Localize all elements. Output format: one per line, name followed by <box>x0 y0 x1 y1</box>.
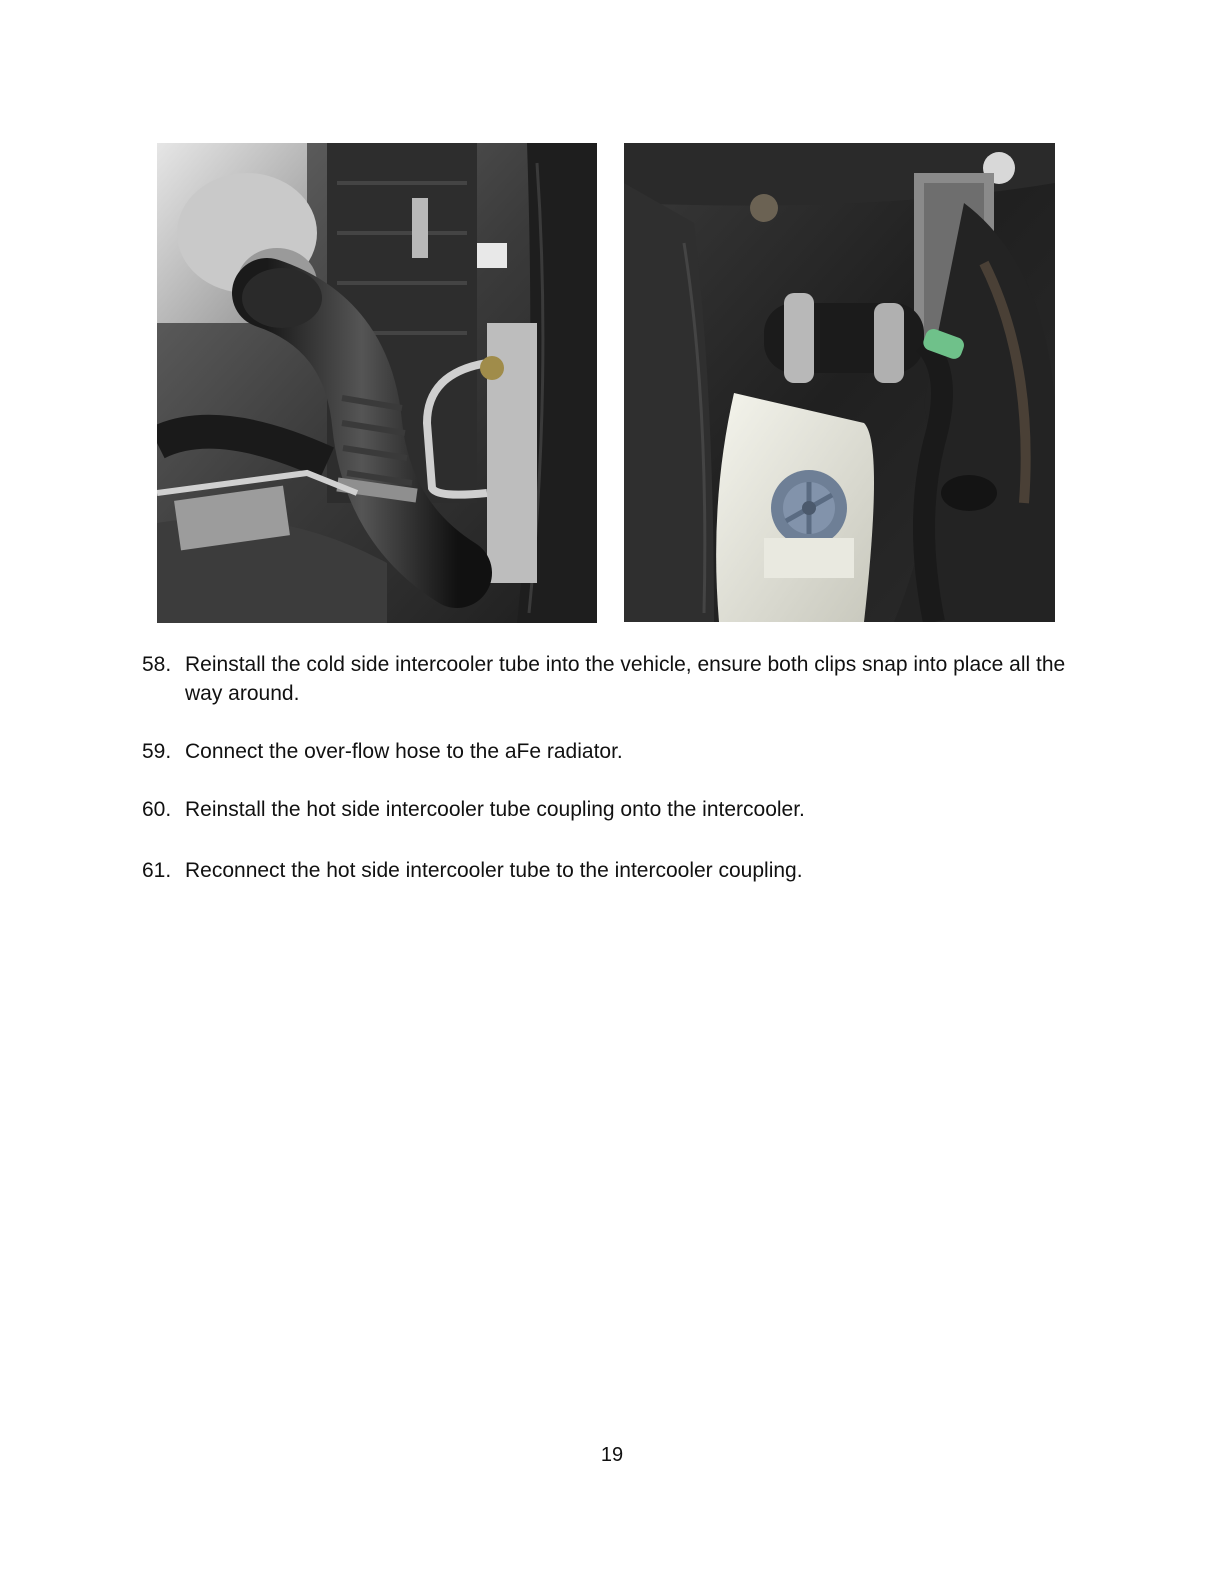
step-number: 61. <box>142 859 172 882</box>
step-text: Reinstall the cold side intercooler tube into the vehicle, ensure both clips snap into place all the way around. <box>185 653 1066 705</box>
step-61 <box>142 856 1082 885</box>
step-text: Reconnect the hot side intercooler tube to the intercooler coupling. <box>185 859 803 882</box>
page-number: 19 <box>600 1444 624 1466</box>
cold-side-intercooler-tube-photo <box>157 143 597 623</box>
step-58 <box>142 650 1082 708</box>
step-60 <box>142 795 1082 824</box>
step-59 <box>142 737 1082 766</box>
step-number: 58. <box>142 653 172 676</box>
step-text: Reinstall the hot side intercooler tube coupling onto the intercooler. <box>185 798 805 821</box>
step-number: 59. <box>142 740 172 763</box>
step-number: 60. <box>142 798 172 821</box>
step-text: Connect the over-flow hose to the aFe radiator. <box>185 740 623 763</box>
instruction-steps <box>142 650 1082 885</box>
radiator-overflow-hose-photo <box>624 143 1055 622</box>
